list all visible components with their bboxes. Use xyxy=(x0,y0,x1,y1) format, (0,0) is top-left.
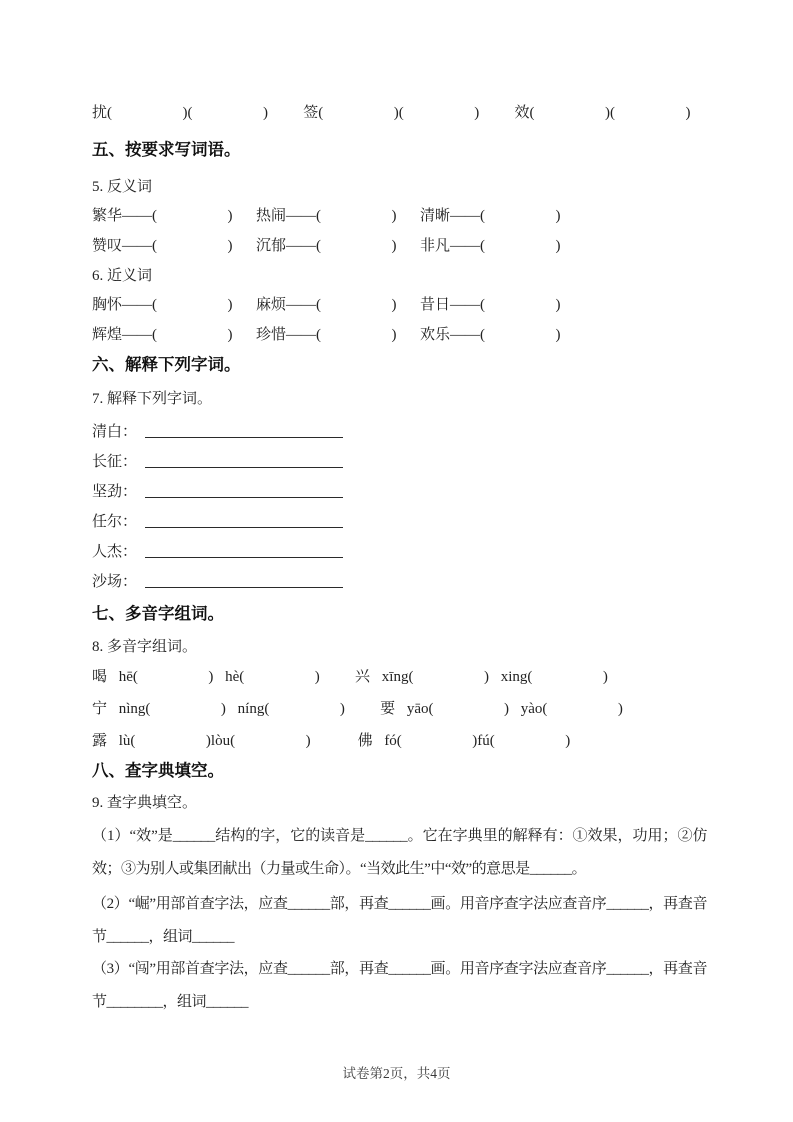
question8-label: 8. 多音字组词。 xyxy=(92,639,198,655)
question5-label: 5. 反义词 xyxy=(92,179,153,195)
term-label: 坚劲： xyxy=(92,484,138,500)
answer-blank-line xyxy=(145,453,343,468)
question9-label: 9. 查字典填空。 xyxy=(92,795,198,811)
dictionary-question-1: （1）“效”是______结构的字，它的读音是______。它在字典里的解释有：①效果，功用；②仿效；③为别人或集团献出（力量或生命）。“当效此生”中“效”的意思是______。 xyxy=(92,828,707,877)
section8-heading: 八、查字典填空。 xyxy=(92,762,224,780)
term-label: 任尔： xyxy=(92,514,138,530)
question6-label: 6. 近义词 xyxy=(92,268,153,284)
page-footer: 试卷第2页，共4页 xyxy=(342,1066,451,1081)
section7-heading: 七、多音字组词。 xyxy=(92,605,224,623)
definition-row xyxy=(92,512,707,532)
question7-label: 7. 解释下列字词。 xyxy=(92,391,213,407)
antonym-row-2: 赞叹——( ) 沉郁——( ) 非凡——( ) xyxy=(92,238,561,254)
char-fill-row: 扰( )( ) 签( )( ) 效( )( ) xyxy=(92,105,691,121)
answer-blank-line xyxy=(145,543,343,558)
term-label: 沙场： xyxy=(92,574,138,590)
dictionary-question-3: （3）“闯”用部首查字法，应查______部，再查______画。用音序查字法应查音序______，再查音节________，组词______ xyxy=(92,961,707,1010)
answer-blank-line xyxy=(145,423,343,438)
definition-row xyxy=(92,422,707,442)
term-label: 人杰： xyxy=(92,544,138,560)
definition-row xyxy=(92,542,707,562)
polyphone-row-3: 露 lù( )lòu( ) 佛 fó( )fú( ) xyxy=(92,733,571,749)
dictionary-question-2: （2）“崛”用部首查字法，应查______部，再查______画。用音序查字法应查音序______，再查音节______，组词______ xyxy=(92,896,707,945)
answer-blank-line xyxy=(145,513,343,528)
polyphone-row-2: 宁 nìng( ) níng( ) 要 yāo( ) yào( ) xyxy=(92,701,623,717)
synonym-row-2: 辉煌——( ) 珍惜——( ) 欢乐——( ) xyxy=(92,327,561,343)
section6-heading: 六、解释下列字词。 xyxy=(92,356,241,374)
definition-row xyxy=(92,572,707,592)
antonym-row-1: 繁华——( ) 热闹——( ) 清晰——( ) xyxy=(92,208,561,224)
polyphone-row-1: 喝 hē( ) hè( ) 兴 xīng( ) xing( ) xyxy=(92,669,608,685)
term-label: 长征： xyxy=(92,454,138,470)
definition-row xyxy=(92,482,707,502)
term-label: 清白： xyxy=(92,424,138,440)
answer-blank-line xyxy=(145,573,343,588)
section5-heading: 五、按要求写词语。 xyxy=(92,141,241,159)
definition-row xyxy=(92,452,707,472)
answer-blank-line xyxy=(145,483,343,498)
synonym-row-1: 胸怀——( ) 麻烦——( ) 昔日——( ) xyxy=(92,297,561,313)
